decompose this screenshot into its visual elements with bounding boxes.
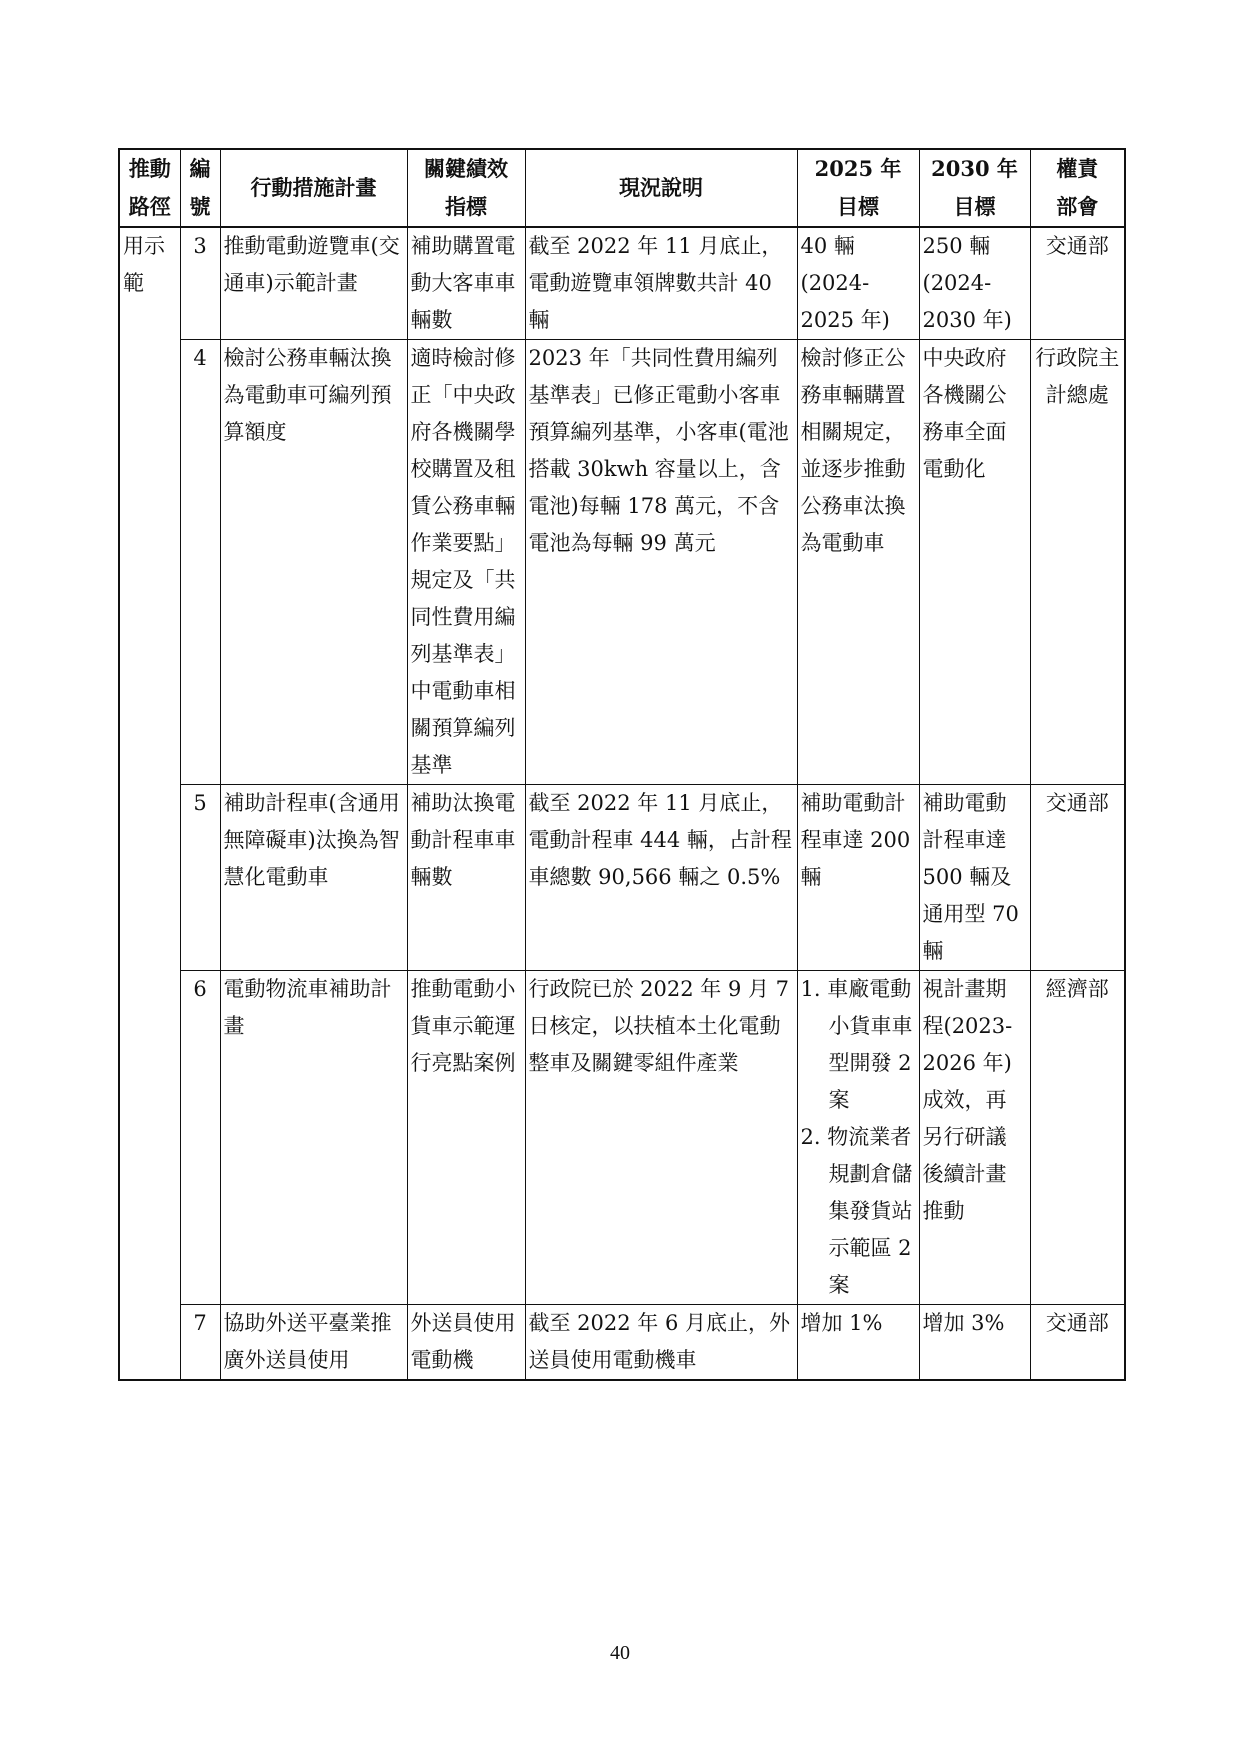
header-target-2025: 2025 年 目標: [797, 149, 919, 227]
row-number: 3: [180, 227, 220, 340]
agency-cell: 經濟部: [1030, 971, 1125, 1305]
table-row: [119, 340, 1125, 785]
target-2030-cell: 250 輛(2024-2030 年): [919, 227, 1030, 340]
page-number: 40: [610, 1642, 630, 1664]
status-cell: 2023 年「共同性費用編列基準表」已修正電動小客車預算編列基準，小客車(電池搭載 30kwh 容量以上，含電池)每輛 178 萬元，不含電池為每輛 99 萬元: [525, 340, 797, 785]
plan-cell: 檢討公務車輛汰換為電動車可編列預算額度: [220, 340, 407, 785]
header-plan: 行動措施計畫: [220, 149, 407, 227]
kpi-cell: 補助汰換電動計程車車輛數: [407, 785, 525, 971]
plan-cell: 電動物流車補助計畫: [220, 971, 407, 1305]
target-2030-cell: 視計畫期程(2023-2026 年)成效，再另行研議後續計畫推動: [919, 971, 1030, 1305]
target-list-item: 2. 物流業者規劃倉儲集發貨站示範區 2 案: [800, 1125, 913, 1297]
header-number: 編 號: [180, 149, 220, 227]
action-plan-table: [118, 148, 1126, 1381]
kpi-cell: 外送員使用電動機: [407, 1305, 525, 1381]
target-2025-cell: [797, 971, 919, 1305]
target-2025-cell: 40 輛(2024-2025 年): [797, 227, 919, 340]
status-cell: 截至 2022 年 11 月底止，電動遊覽車領牌數共計 40 輛: [525, 227, 797, 340]
header-target-2030: 2030 年 目標: [919, 149, 1030, 227]
agency-cell: 交通部: [1030, 785, 1125, 971]
target-2030-cell: 補助電動計程車達 500 輛及通用型 70 輛: [919, 785, 1030, 971]
plan-cell: 補助計程車(含通用無障礙車)汰換為智慧化電動車: [220, 785, 407, 971]
header-status: 現況說明: [525, 149, 797, 227]
plan-cell: 協助外送平臺業推廣外送員使用: [220, 1305, 407, 1381]
kpi-cell: 推動電動小貨車示範運行亮點案例: [407, 971, 525, 1305]
row-number: 7: [180, 1305, 220, 1381]
table-header-row: [119, 149, 1125, 227]
plan-cell: 推動電動遊覽車(交通車)示範計畫: [220, 227, 407, 340]
table-row: [119, 785, 1125, 971]
target-2025-cell: 補助電動計程車達 200 輛: [797, 785, 919, 971]
header-kpi: 關鍵績效 指標: [407, 149, 525, 227]
status-cell: 截至 2022 年 6 月底止，外送員使用電動機車: [525, 1305, 797, 1381]
agency-cell: 交通部: [1030, 227, 1125, 340]
target-2025-cell: 增加 1%: [797, 1305, 919, 1381]
target-2030-cell: 中央政府各機關公務車全面電動化: [919, 340, 1030, 785]
kpi-cell: 補助購置電動大客車車輛數: [407, 227, 525, 340]
path-cell: 用示範: [119, 227, 180, 1380]
target-2025-cell: 檢討修正公務車輛購置相關規定，並逐步推動公務車汰換為電動車: [797, 340, 919, 785]
row-number: 5: [180, 785, 220, 971]
table-row: [119, 971, 1125, 1305]
target-list-item: 1. 車廠電動小貨車車型開發 2 案: [800, 977, 913, 1112]
header-path: 推動 路徑: [119, 149, 180, 227]
row-number: 4: [180, 340, 220, 785]
target-2030-cell: 增加 3%: [919, 1305, 1030, 1381]
table-row: [119, 1305, 1125, 1381]
row-number: 6: [180, 971, 220, 1305]
status-cell: 行政院已於 2022 年 9 月 7 日核定，以扶植本土化電動整車及關鍵零組件產業: [525, 971, 797, 1305]
table-row: [119, 227, 1125, 340]
agency-cell: 交通部: [1030, 1305, 1125, 1381]
kpi-cell: 適時檢討修正「中央政府各機關學校購置及租賃公務車輛作業要點」規定及「共同性費用編列基準表」中電動車相關預算編列基準: [407, 340, 525, 785]
status-cell: 截至 2022 年 11 月底止，電動計程車 444 輛，占計程車總數 90,566 輛之 0.5%: [525, 785, 797, 971]
agency-cell: 行政院主計總處: [1030, 340, 1125, 785]
header-agency: 權責 部會: [1030, 149, 1125, 227]
